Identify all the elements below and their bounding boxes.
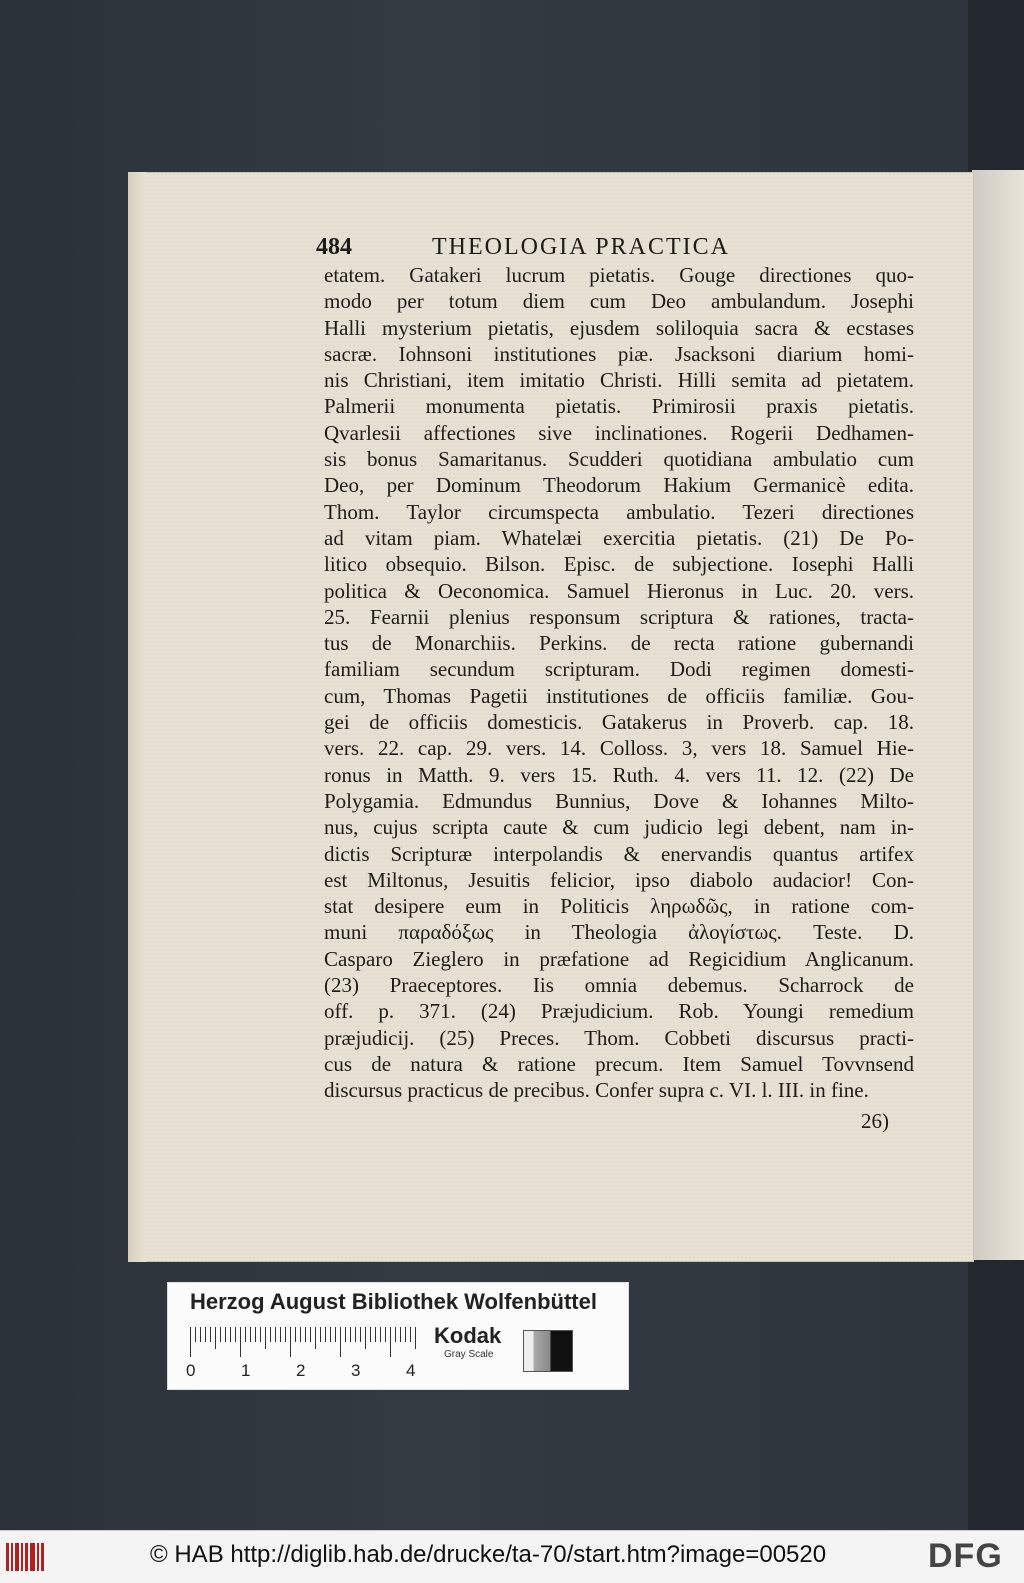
text-line: Palmerii monumenta pietatis. Primirosii praxis pietatis. [324,394,914,419]
gray-swatch [523,1330,573,1372]
ruler-tick [305,1327,306,1342]
text-line: Polygamia. Edmundus Bunnius, Dove & Iohannes Milto- [324,788,914,813]
ruler-tick [315,1327,316,1349]
copyright-link[interactable]: © HAB http://diglib.hab.de/drucke/ta-70/start.htm?image=00520 [150,1541,827,1568]
text-line: litico obsequio. Bilson. Episc. de subjectione. Iosephi Halli [324,552,914,577]
ruler-tick [335,1327,336,1342]
barcode-icon [6,1543,46,1571]
dfg-logo: DFG [928,1537,1003,1575]
ruler-tick [275,1327,276,1342]
text-line: discursus practicus de precibus. Confer supra c. VI. l. III. in fine. [324,1078,869,1103]
ruler-tick [265,1327,266,1349]
ruler-tick [260,1327,261,1342]
ruler-tick [220,1327,221,1342]
ruler-tick [365,1327,366,1349]
text-line: Casparo Zieglero in præfatione ad Regicidium Anglicanum. [324,946,914,971]
ruler-tick [235,1327,236,1342]
next-page-edge [972,170,1024,1260]
text-line: familiam secundum scripturam. Dodi regimen domesti- [324,657,914,682]
ruler-tick [375,1327,376,1342]
ruler-tick [330,1327,331,1342]
ruler-tick [405,1327,406,1342]
ruler-tick [390,1327,391,1357]
page-gutter-shade [128,172,146,1262]
ruler-number: 2 [296,1361,306,1380]
ruler-tick [225,1327,226,1342]
text-line: cus de natura & ratione precum. Item Samuel Tovvnsend [324,1051,914,1076]
body-text [324,262,914,1104]
ruler-tick [340,1327,341,1357]
ruler-tick [215,1327,216,1349]
ruler-tick [230,1327,231,1342]
ruler-number: 1 [241,1361,251,1380]
text-line: nus, cujus scripta caute & cum judicio legi debent, nam in- [324,815,914,840]
text-line: etatem. Gatakeri lucrum pietatis. Gouge directiones quo- [324,263,914,287]
footer-bar [0,1530,1024,1583]
text-line: est Miltonus, Jesuitis felicior, ipso diabolo audacior! Con- [324,867,914,892]
ruler-number: 3 [351,1361,361,1380]
text-line: dictis Scripturæ interpolandis & enervandis quantus artifex [324,841,914,866]
ruler-tick [385,1327,386,1342]
page-header [316,234,876,264]
ruler-tick [370,1327,371,1342]
text-line: ronus in Matth. 9. vers 15. Ruth. 4. vers 11. 12. (22) De [324,762,914,787]
ruler-tick [410,1327,411,1342]
gray-scale-label: Gray Scale [444,1349,494,1360]
ruler-tick [360,1327,361,1342]
ruler-tick [190,1327,191,1357]
text-line: sis bonus Samaritanus. Scudderi quotidiana ambulatio cum [324,447,914,472]
ruler-tick [310,1327,311,1342]
ruler-tick [290,1327,291,1357]
ruler-number: 4 [406,1361,416,1380]
text-line: vers. 22. cap. 29. vers. 14. Colloss. 3, vers 18. Samuel Hie- [324,736,914,761]
ruler-number: 0 [186,1361,196,1380]
ruler-tick [400,1327,401,1342]
ruler-tick [270,1327,271,1342]
ruler-tick [250,1327,251,1342]
ruler-tick [245,1327,246,1342]
ruler-tick [415,1327,416,1349]
ruler-tick [325,1327,326,1342]
ruler-tick [255,1327,256,1342]
institution-name: Herzog August Bibliothek Wolfenbüttel [190,1289,597,1314]
ruler-scale [190,1327,416,1357]
text-line: Qvarlesii affectiones sive inclinationes. Rogerii Dedhamen- [324,420,914,445]
ruler-tick [280,1327,281,1342]
text-line: gei de officiis domesticis. Gatakerus in Proverb. cap. 18. [324,710,914,735]
text-line: off. p. 371. (24) Præjudicium. Rob. Youngi remedium [324,999,914,1024]
ruler-tick [355,1327,356,1342]
book-page [128,172,974,1262]
text-line: modo per totum diem cum Deo ambulandum. Josephi [324,289,914,314]
kodak-logo: Kodak [434,1323,502,1348]
ruler-tick [380,1327,381,1342]
ruler-tick [300,1327,301,1342]
text-line: Halli mysterium pietatis, ejusdem soliloquia sacra & ecstases [324,315,914,340]
ruler-tick [395,1327,396,1342]
text-line: præjudicij. (25) Preces. Thom. Cobbeti discursus practi- [324,1025,914,1050]
text-line: muni παραδόξως in Theologia ἀλογίστως. Teste. D. [324,920,914,945]
ruler-tick [200,1327,201,1342]
text-line: stat desipere eum in Politicis ληρωδῶς, in ratione com- [324,894,914,919]
ruler-tick [205,1327,206,1342]
text-line: ad vitam piam. Whatelæi exercitia pietatis. (21) De Po- [324,525,914,550]
text-line: sacræ. Iohnsoni institutiones piæ. Jsacksoni diarium homi- [324,341,914,366]
text-line: Deo, per Dominum Theodorum Hakium Germanicè edita. [324,473,914,498]
ruler-tick [195,1327,196,1342]
text-line: nis Christiani, item imitatio Christi. Hilli semita ad pietatem. [324,368,914,393]
ruler-tick [295,1327,296,1342]
catchword: 26) [861,1109,889,1133]
ruler-tick [345,1327,346,1342]
text-line: politica & Oeconomica. Samuel Hieronus in Luc. 20. vers. [324,578,914,603]
ruler-tick [285,1327,286,1342]
text-line: (23) Praeceptores. Iis omnia debemus. Scharrock de [324,973,914,998]
text-line: cum, Thomas Pagetii institutiones de officiis familiæ. Gou- [324,683,914,708]
color-calibration-bar [167,1282,629,1390]
text-line: Thom. Taylor circumspecta ambulatio. Tezeri directiones [324,499,914,524]
ruler-tick [320,1327,321,1342]
page-number: 484 [316,234,352,260]
ruler-tick [350,1327,351,1342]
running-head: THEOLOGIA PRACTICA [432,234,730,260]
text-line: 25. Fearnii plenius responsum scriptura & rationes, tracta- [324,604,914,629]
ruler-tick [210,1327,211,1342]
text-line: tus de Monarchiis. Perkins. de recta ratione gubernandi [324,631,914,656]
ruler-tick [240,1327,241,1357]
